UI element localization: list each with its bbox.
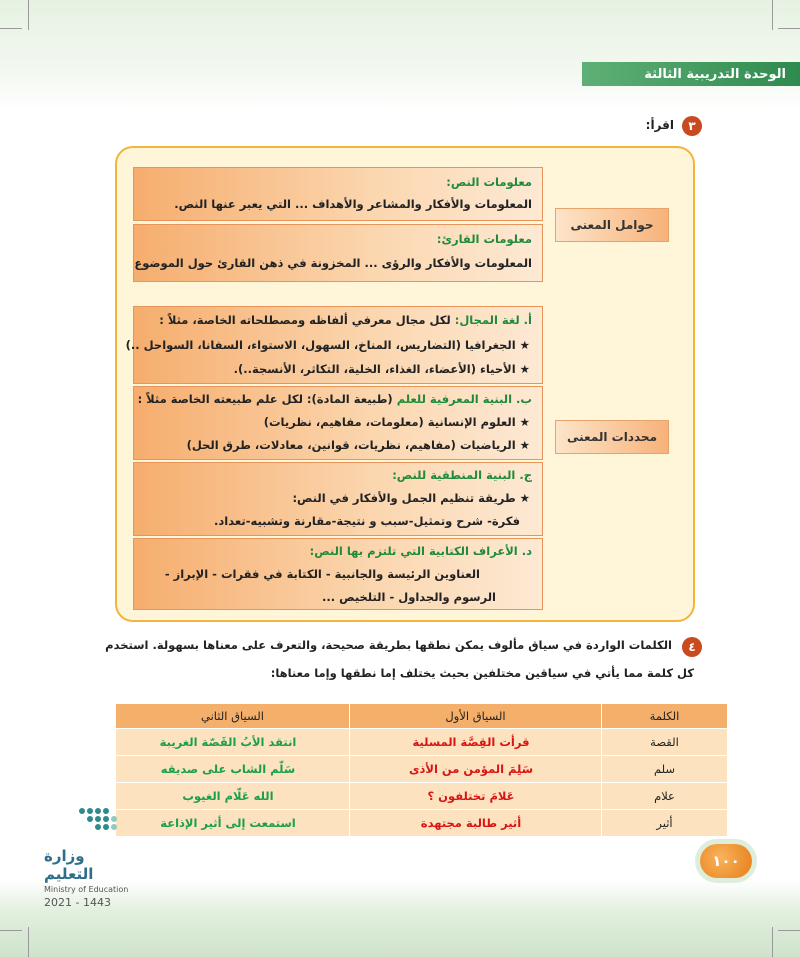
reader-info-body: المعلومات والأفكار والرؤى ... المخزونة في ذهن القارئ حول الموضوع [134,256,532,270]
second-context-cell[interactable]: انتقد الأبُ القَصّة الغريبة [116,729,350,756]
section-3-label: اقرأ: [645,118,674,132]
crop-mark [0,28,22,29]
list-item: العناوين الرئيسة والجانبية - الكتابة في فقرات - الإبراز - [164,567,480,581]
domain-language-desc: لكل مجال معرفي ألفاظه ومصطلحاته الخاصة، مثلاً : [159,313,451,327]
header-word: الكلمة [602,704,728,729]
word-cell: سلم [602,756,728,783]
logical-structure-panel [133,462,543,536]
text-info-panel [133,167,543,221]
page-number: ١٠٠ [712,852,740,870]
unit-title: الوحدة التدريبية الثالثة [644,66,786,82]
ministry-dots-icon [72,805,152,835]
knowledge-structure-desc: (طبيعة المادة): لكل علم طبيعته الخاصة مثلاً : [137,392,393,406]
page-number-badge [700,844,752,878]
text-info-body: المعلومات والأفكار والمشاعر والأهداف ... التي يعبر عنها النص. [174,197,532,211]
section-3-number-badge: ٣ [682,116,702,136]
first-context-cell[interactable]: قرأت القِصَّة المسلية [350,729,602,756]
crop-mark [772,927,773,957]
list-item: ★ الرياضيات (مفاهيم، نظريات، قوانين، معادلات، طرق الحل) [186,438,530,452]
domain-language-title: أ. لغة المجال: [454,313,532,327]
section-4-instruction-line-1: الكلمات الواردة في سياق مألوف يمكن نطقها بطريقة صحيحة، والتعرف على معناها بسهولة. استخدم [105,638,672,652]
list-item: فكرة- شرح وتمثيل-سبب و نتيجة-مقارنة وتشبيه-تعداد. [214,514,520,528]
crop-mark [28,0,29,30]
top-decorative-band [0,0,800,110]
academic-years: 2021 - 1443 [44,896,111,909]
section-4-instruction-line-2: كل كلمة مما يأتي في سياقين مختلفين بحيث يختلف إما نطقها وإما معناها: [270,666,694,680]
writing-conventions-title: د. الأعراف الكتابية التي تلتزم بها النص: [309,544,532,558]
reader-info-title: معلومات القارئ: [436,232,532,246]
table-row [116,810,728,837]
table-row [116,756,728,783]
logical-structure-title: ج. البنية المنطقية للنص: [392,468,532,482]
ministry-logo [44,847,128,909]
first-context-cell[interactable]: عَلامَ تختلفون ؟ [350,783,602,810]
list-item: ★ طريقة تنظيم الجمل والأفكار في النص: [292,491,530,505]
list-item: ★ العلوم الإنسانية (معلومات، مفاهيم، نظريات) [263,415,530,429]
table-header-row [116,704,728,729]
first-context-cell[interactable]: أثير طالبة مجتهدة [350,810,602,837]
word-cell: القصة [602,729,728,756]
header-second-context: السياق الثاني [116,704,350,729]
domain-language-panel [125,306,543,384]
writing-conventions-panel [133,538,543,610]
word-cell: علام [602,783,728,810]
list-item: ★ الجغرافيا (التضاريس، المناخ، السهول، الاستواء، السفانا، السواحل ..) [125,338,530,352]
knowledge-structure-panel [133,386,543,460]
list-item: ★ الأحياء (الأعضاء، الغذاء، الخلية، التكاثر، الأنسجة..). [233,362,530,376]
meaning-carriers-tag: حوامل المعنى [555,208,669,242]
table-row [116,783,728,810]
meaning-determinants-tag: محددات المعنى [555,420,669,454]
context-table [115,703,728,837]
knowledge-structure-title: ب. البنية المعرفية للعلم [396,392,532,406]
crop-mark [772,0,773,30]
crop-mark [778,28,800,29]
text-info-title: معلومات النص: [446,175,532,189]
second-context-cell[interactable]: سَلّم الشاب على صديقه [116,756,350,783]
section-4-number-badge: ٤ [682,637,702,657]
second-context-cell[interactable]: استمعت إلى أثير الإذاعة [116,810,350,837]
list-item: الرسوم والجداول - التلخيص ... [322,590,496,604]
second-context-cell[interactable]: الله عَلّام الغيوب [116,783,350,810]
crop-mark [28,927,29,957]
ministry-name-ar: وزارة التعليم [44,847,94,883]
table-row [116,729,728,756]
crop-mark [0,930,22,931]
ministry-name-en: Ministry of Education [44,885,129,894]
crop-mark [778,930,800,931]
reader-info-panel [133,224,543,282]
word-cell: أثير [602,810,728,837]
first-context-cell[interactable]: سَلِمَ المؤمن من الأذى [350,756,602,783]
header-first-context: السياق الأول [350,704,602,729]
unit-title-bar [582,62,800,86]
